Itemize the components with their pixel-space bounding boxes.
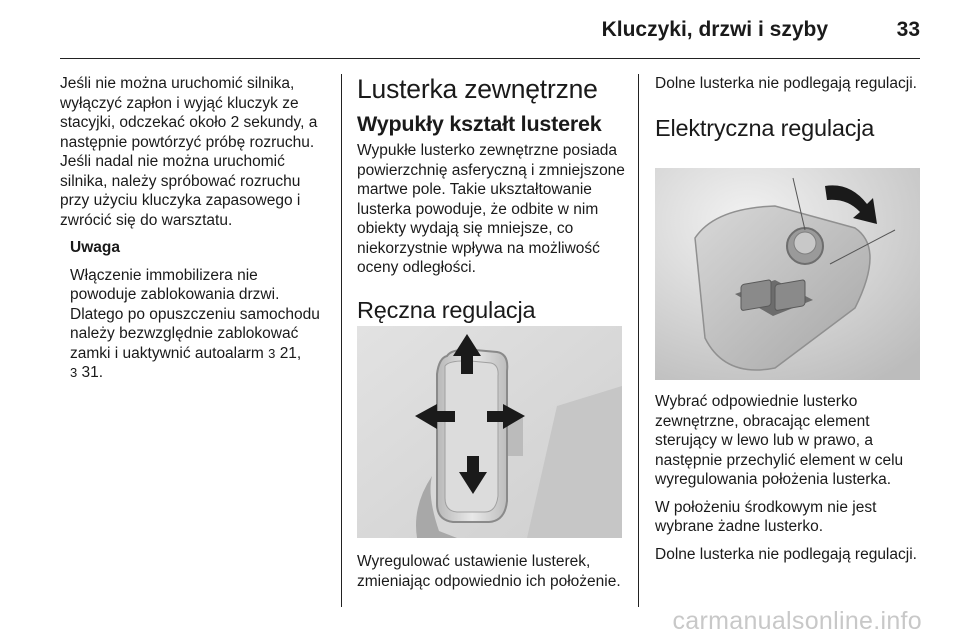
ref-link-2[interactable]: 31.: [81, 364, 104, 381]
page-number: 33: [896, 18, 920, 41]
manual-adjustment-figure: [357, 326, 622, 538]
lower-mirrors-note-bottom: Dolne lusterka nie podlegają regulacji.: [655, 545, 917, 563]
lower-mirrors-note-top: Dolne lusterka nie podlegają regulacji.: [655, 75, 917, 92]
left-paragraph: Jeśli nie można uruchomić silnika, wyłączyć zapłon i wyjąć kluczyk ze stacyjki, odczekać około 2 sekundy, a następnie powtórzyć próbę rozruchu. Jeśli nadal nie można uruchomić silnika, należy spróbować rozruchu przy użyciu kluczyka zapasowego i zwrócić się do warsztatu.: [60, 75, 318, 229]
electric-adjust-heading: Elektryczna regulacja: [655, 114, 875, 141]
column-divider-right: [638, 74, 639, 607]
section-title-mirrors: Lusterka zewnętrzne: [357, 74, 598, 104]
watermark: carmanualsonline.info: [672, 607, 922, 635]
switch-illustration: [655, 168, 920, 380]
mirror-illustration: [357, 326, 622, 538]
header-title: Kluczyki, drzwi i szyby: [601, 18, 828, 41]
manual-adjust-heading: Ręczna regulacja: [357, 296, 536, 323]
manual-adjust-caption-block: [357, 552, 625, 599]
note-text: [70, 266, 328, 383]
subsection-title-convex: Wypukły kształt lusterek: [357, 112, 602, 136]
manual-adjust-caption: Wyregulować ustawienie lusterek, zmieniając odpowiednio ich położenie.: [357, 553, 621, 590]
electric-adjustment-figure: [655, 168, 920, 380]
note-heading: Uwaga: [70, 239, 120, 256]
left-column: [60, 74, 328, 391]
middle-column: [357, 74, 625, 342]
right-column: [655, 74, 923, 160]
electric-adjust-paragraph-2: W położeniu środkowym nie jest wybrane żadne lusterko.: [655, 498, 877, 535]
note-box: [70, 238, 328, 383]
header-rule: [60, 58, 920, 59]
column-divider-left: [341, 74, 342, 607]
electric-adjust-paragraph-1: Wybrać odpowiednie lusterko zewnętrzne, obracając element sterujący w lewo lub w prawo, a następnie przechylić element w celu wyregulowania położenia lusterka.: [655, 393, 904, 488]
convex-mirror-paragraph: Wypukłe lusterko zewnętrzne posiada powierzchnię asferyczną i zmniejszone martwe pole. Takie ukształtowanie lusterka powoduje, że odbite w nim obiekty wydają się mniejsze, co niekorzystnie wpływa na możliwość oceny odległości.: [357, 142, 625, 276]
ref-link-1[interactable]: 21,: [279, 344, 302, 362]
electric-adjust-text: [655, 392, 923, 572]
ref-arrow-icon: 3: [70, 365, 78, 380]
note-body: Włączenie immobilizera nie powoduje zablokowania drzwi. Dlatego po opuszczeniu samochodu należy bezwzględnie zablokować zamki i uaktywnić autoalarm: [70, 266, 320, 362]
ref-arrow-icon: 3: [268, 345, 276, 361]
